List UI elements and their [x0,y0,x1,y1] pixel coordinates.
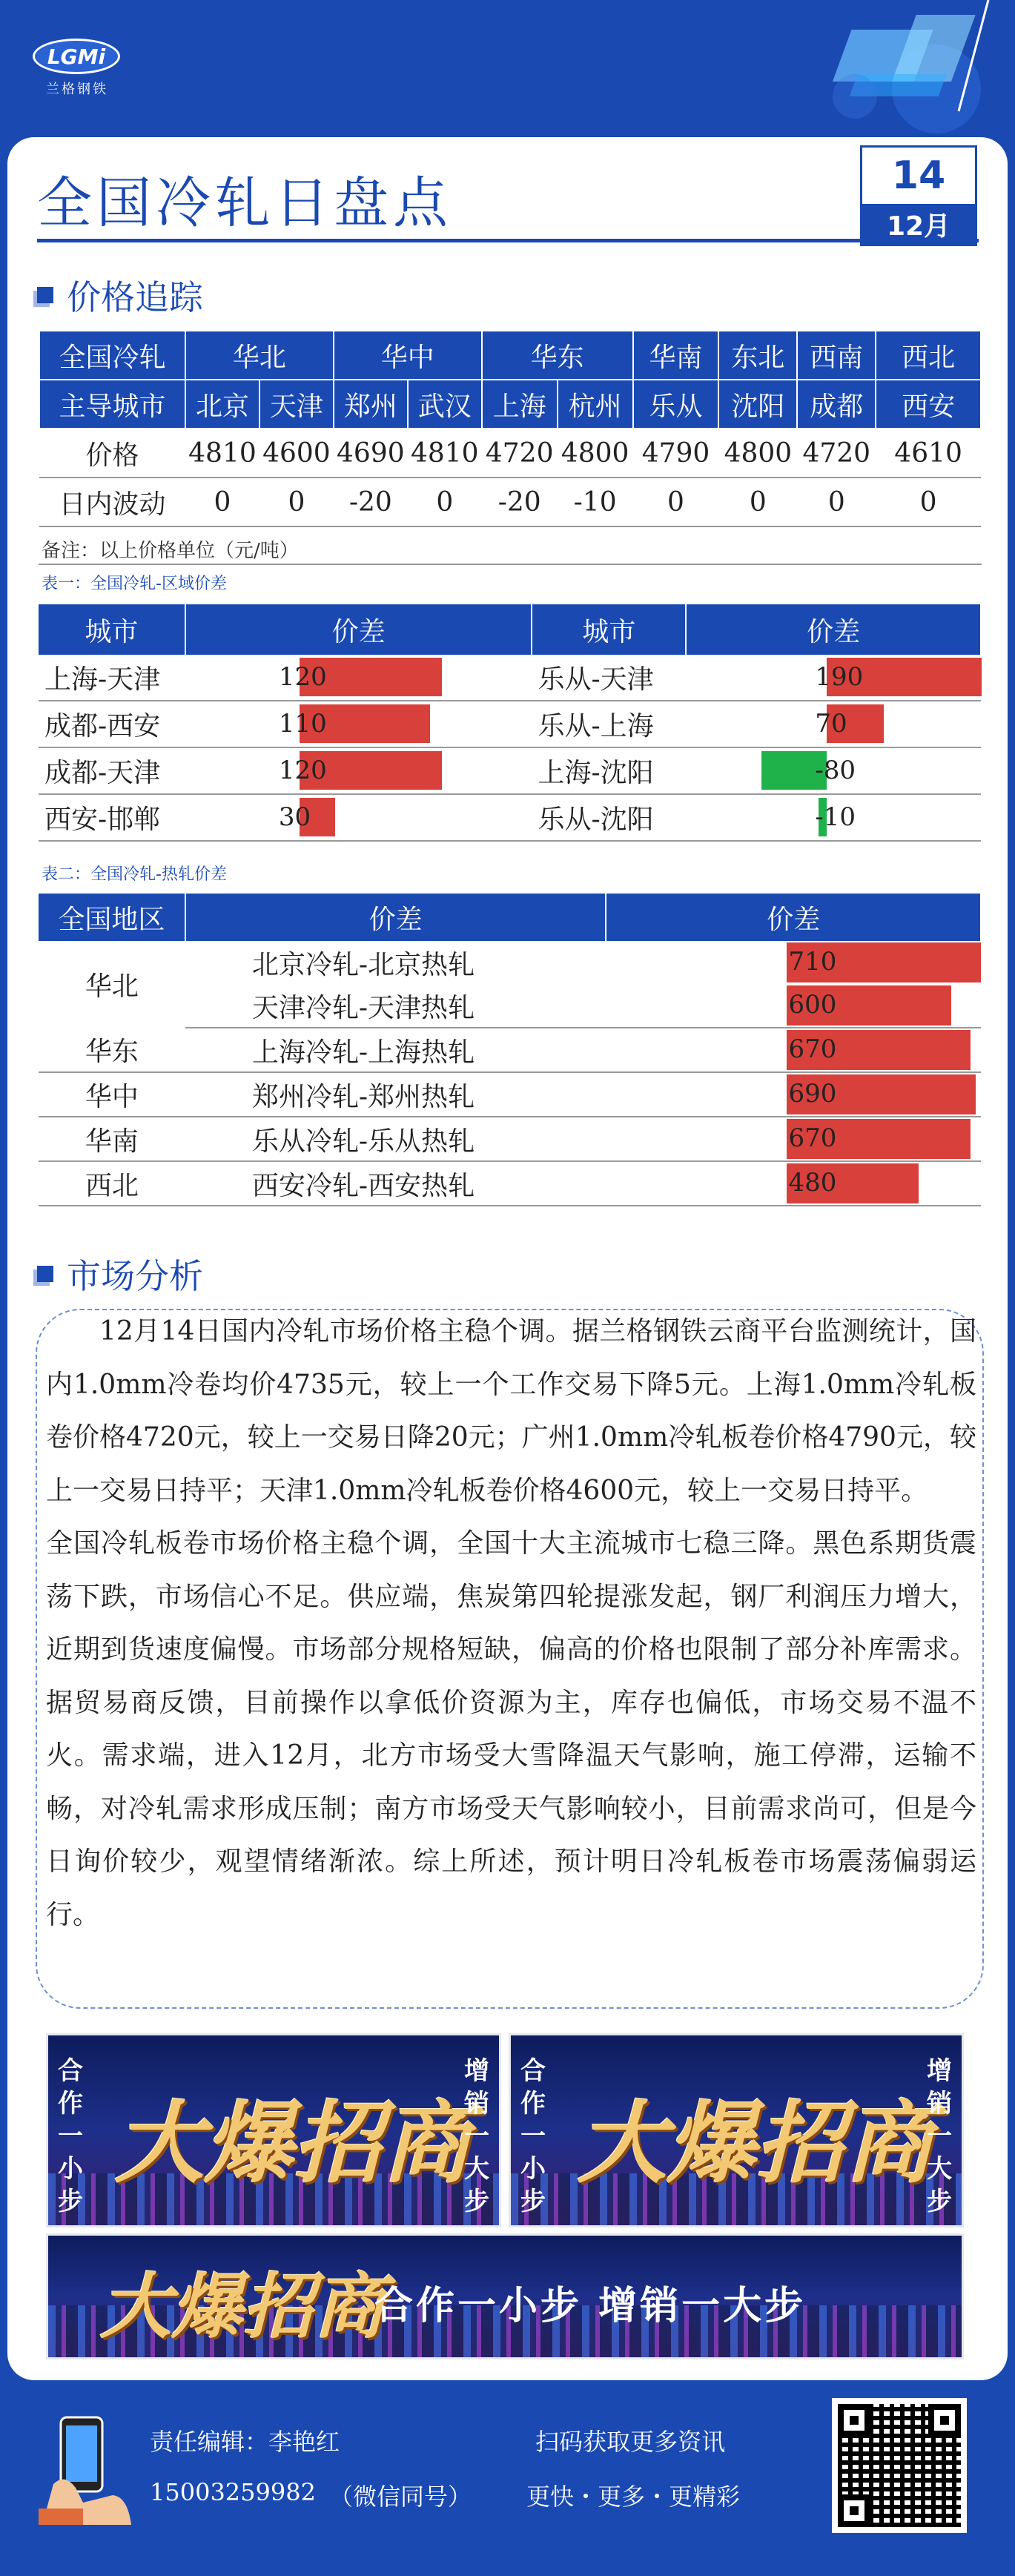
table2-caption: 表二：全国冷轧-热轧价差 [42,865,227,884]
change-cell: 0 [185,478,259,526]
footer-wechat: （微信同号） [329,2483,472,2511]
analysis-section-heading [37,1249,203,1298]
qr-eye [928,2404,961,2437]
city-pair: 乐从-上海 [532,701,686,747]
col-city: 城市 [39,604,185,655]
ad-headline: 大爆招商 [578,2091,933,2196]
city-pair: 乐从-天津 [532,655,686,701]
spread-bar-cell [185,655,532,701]
price-row [39,429,981,478]
spread-bar-cell [606,1072,981,1117]
city-header-cell: 武汉 [408,380,482,429]
phone-hand-icon [39,2414,135,2525]
region-header-cell: 西北 [876,331,981,380]
region-cell: 华北 [85,971,139,1002]
pair-cell: 上海冷轧-上海热轧 [185,1028,606,1072]
spread-bar-cell [185,794,532,841]
city-pair: 上海-天津 [39,655,185,701]
spread-bar-cell [686,655,981,701]
city-header-cell: 西安 [876,380,981,429]
ad-banner-right[interactable] [509,2033,964,2227]
table-row [39,794,981,841]
spread-bar-cell [606,1117,981,1161]
spread-bar-cell [606,1161,981,1206]
table-row [39,941,981,984]
ad-slogan: 合作一小步 增销一大步 [374,2284,807,2328]
spread-value: 670 [788,1034,837,1064]
price-section-heading [37,271,203,320]
col-diff: 价差 [686,604,981,655]
price-table-city-row [39,380,981,429]
change-label: 日内波动 [39,478,185,526]
price-cell: 4610 [876,429,981,478]
pair-cell: 郑州冷轧-郑州热轧 [185,1072,606,1117]
analysis-heading-text: 市场分析 [67,1256,203,1296]
col-region: 全国地区 [39,894,185,941]
footer-tagline: 更快・更多・更精彩 [526,2483,741,2511]
city-header-cell: 主导城市 [39,380,185,429]
logo-mark: LGMi [33,39,120,74]
price-cell: 4810 [408,429,482,478]
price-label: 价格 [39,429,185,478]
unit-note: 备注：以上价格单位（元/吨） [42,540,299,562]
square-bullet-icon [37,287,53,303]
pair-cell: 天津冷轧-天津热轧 [185,984,606,1028]
date-month: 12月 [862,204,975,244]
logo-text: 兰格钢铁 [46,82,108,97]
cold-hot-spread-table [39,894,982,1206]
table-row [39,747,981,794]
change-cell: 0 [408,478,482,526]
region-cell: 华中 [39,1072,185,1117]
price-cell: 4810 [185,429,259,478]
price-cell: 4800 [718,429,797,478]
region-header-cell: 华东 [482,331,633,380]
analysis-paragraph: 12月14日国内冷轧市场价格主稳个调。据兰格钢铁云商平台监测统计，国内1.0mm冷卷均价4735元，较上一个工作交易下降5元。上海1.0mm冷轧板卷价格4720元，较上一交易日降20元；广州1.0mm冷轧板卷价格4790元，较上一交易日持平；天津1.0mm冷轧板卷价格4600元，较上一交易日持平。 [46,1316,976,1506]
city-pair: 成都-天津 [39,747,185,794]
spread-value: 480 [788,1168,837,1198]
price-cell: 4720 [482,429,558,478]
ad-side-text: 增销一大步 [464,2056,489,2216]
price-cell: 4690 [334,429,408,478]
city-pair: 上海-沈阳 [532,747,686,794]
region-header-cell: 华北 [185,331,334,380]
change-row [39,478,981,526]
footer-editor: 责任编辑：李艳红 [150,2428,340,2456]
date-badge [860,145,977,246]
spread-value: 690 [788,1079,837,1109]
ad-headline: 大爆招商 [100,2265,385,2348]
change-cell: 0 [718,478,797,526]
change-cell: 0 [259,478,334,526]
spread-value: 70 [815,709,847,739]
ad-headline: 大爆招商 [115,2091,471,2196]
col-diff: 价差 [606,894,981,941]
spread-value: 710 [788,947,837,977]
city-pair: 成都-西安 [39,701,185,747]
change-cell: 0 [797,478,876,526]
spread-value: 30 [278,802,311,832]
ad-side-text: 合作一小步 [58,2056,83,2216]
table-row [39,1161,981,1206]
pair-cell: 西安冷轧-西安热轧 [185,1161,606,1206]
city-header-cell: 北京 [185,380,259,429]
table-row [39,1117,981,1161]
city-pair: 乐从-沈阳 [532,794,686,841]
table-row [39,655,981,701]
spread-value: -80 [815,756,856,785]
col-city: 城市 [532,604,686,655]
spread-bar-cell [686,701,981,747]
change-cell: -20 [334,478,408,526]
square-bullet-icon [37,1266,53,1282]
city-pair: 西安-邯郸 [39,794,185,841]
tech-decoration-icon [810,0,1003,141]
spread-value: 120 [278,756,327,785]
region-header-cell: 华南 [633,331,719,380]
price-table-region-row [39,331,981,380]
brand-logo [33,39,122,97]
price-cell: 4790 [633,429,719,478]
divider [39,564,982,565]
table-row [39,1072,981,1117]
page-title: 全国冷轧日盘点 [37,171,452,235]
price-cell: 4720 [797,429,876,478]
region-header-cell: 西南 [797,331,876,380]
change-cell: -10 [558,478,633,526]
analysis-paragraph: 全国冷轧板卷市场价格主稳个调，全国十大主流城市七稳三降。黑色系期货震荡下跌，市场信心不足。供应端，焦炭第四轮提涨发起，钢厂利润压力增大，近期到货速度偏慢。市场部分规格短缺，偏高的价格也限制了部分补库需求。据贸易商反馈，目前操作以拿低价资源为主，库存也偏低，市场交易不温不火。需求端，进入12月，北方市场受大雪降温天气影响，施工停滞，运输不畅，对冷轧需求形成压制；南方市场受天气影响较小，目前需求尚可，但是今日询价较少，观望情绪渐浓。综上所述，预计明日冷轧板卷市场震荡偏弱运行。 [46,1528,976,1930]
qr-pattern [838,2404,961,2527]
region-header-cell: 全国冷轧 [39,331,185,380]
table-row [39,701,981,747]
footer-scan: 扫码获取更多资讯 [535,2428,726,2456]
regional-spread-table [39,604,982,842]
analysis-text [46,1305,976,1941]
ad-side-text: 合作一小步 [520,2056,546,2216]
ad-side-text: 增销一大步 [927,2056,952,2216]
qr-eye [838,2494,870,2527]
ad-banner-wide[interactable] [46,2233,964,2359]
region-header-cell: 华中 [334,331,482,380]
region-cell: 华东 [39,1028,185,1072]
qr-code-icon[interactable] [832,2398,967,2533]
change-cell: 0 [876,478,981,526]
city-header-cell: 乐从 [633,380,719,429]
spread-value: 110 [278,709,327,739]
price-cell: 4600 [259,429,334,478]
pair-cell: 乐从冷轧-乐从热轧 [185,1117,606,1161]
pair-cell: 北京冷轧-北京热轧 [251,949,475,980]
city-header-cell: 上海 [482,380,558,429]
qr-eye [838,2404,870,2437]
ad-banner-left[interactable] [46,2033,501,2227]
spread-bar-cell [606,1028,981,1072]
change-cell: 0 [633,478,719,526]
spread-bar-cell [686,794,981,841]
city-header-cell: 成都 [797,380,876,429]
table-row [39,1028,981,1072]
col-diff: 价差 [185,894,606,941]
city-header-cell: 沈阳 [718,380,797,429]
spread-value: 120 [278,662,327,692]
city-header-cell: 郑州 [334,380,408,429]
region-cell: 华南 [39,1117,185,1161]
spread-value: -10 [815,802,856,832]
date-day: 14 [891,153,946,198]
col-diff: 价差 [185,604,532,655]
spread-bar-cell [606,941,981,984]
spread-value: 600 [788,990,837,1020]
table2-header [39,894,981,941]
change-cell: -20 [482,478,558,526]
footer-phone: 15003259982 [150,2478,316,2506]
table1-caption: 表一：全国冷轧-区域价差 [42,575,227,593]
city-header-cell: 杭州 [558,380,633,429]
spread-bar-cell [185,701,532,747]
price-table [39,330,982,527]
title-underline [37,239,979,242]
spread-bar-cell [185,747,532,794]
price-heading-text: 价格追踪 [67,277,203,317]
price-cell: 4800 [558,429,633,478]
spread-value: 670 [788,1123,837,1153]
city-header-cell: 天津 [259,380,334,429]
spread-value: 190 [815,662,864,692]
region-header-cell: 东北 [718,331,797,380]
spread-bar-cell [686,747,981,794]
spread-bar-cell [606,984,981,1028]
region-cell: 西北 [39,1161,185,1206]
table1-header [39,604,981,655]
